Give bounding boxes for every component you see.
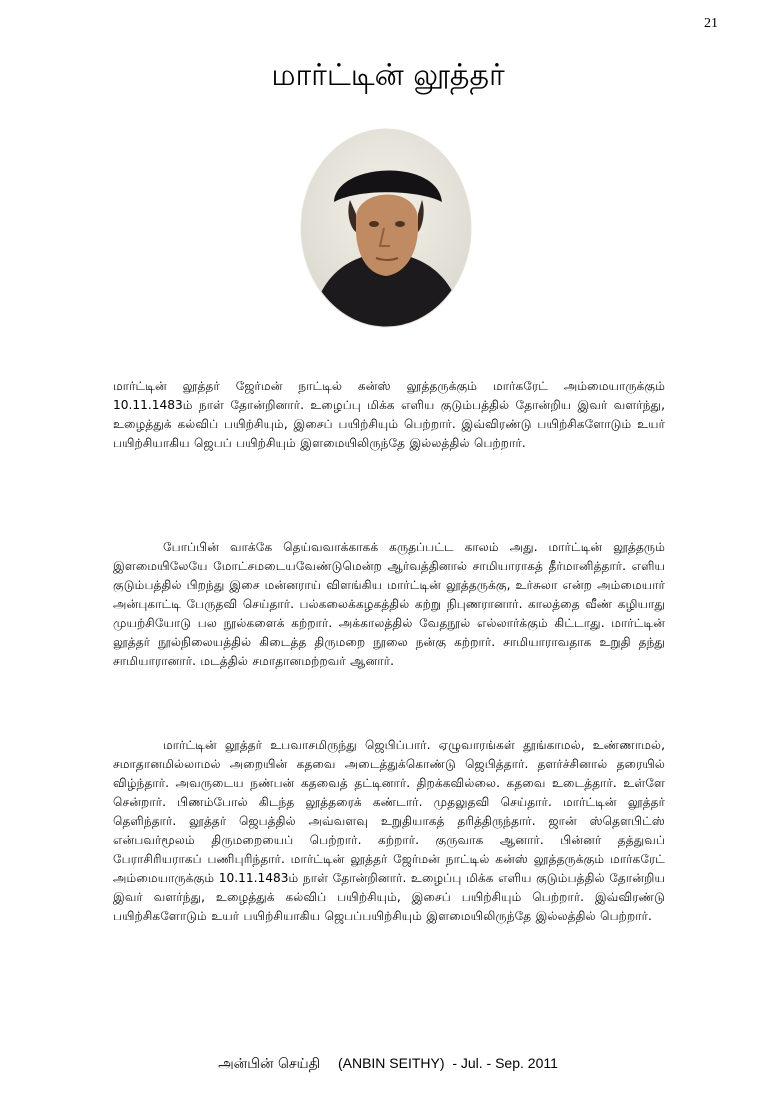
portrait-image [300,128,472,328]
page-title: மார்ட்டின் லூத்தர் [271,58,505,93]
page-number: 21 [704,16,718,31]
footer-publication-tamil: அன்பின் செய்தி [218,1056,321,1072]
footer-publication-latin: (ANBIN SEITHY) - Jul. - Sep. 2011 [337,1055,558,1071]
paragraph-2: போப்பின் வாக்கே தெய்வவாக்காகக் கருதப்பட்ட காலம் அது. மார்ட்டின் லூத்தரும் இளமையிலேயே மோட்சமடையவேண்டுமென்ற ஆர்வத்தினால் சாமியாராகத் தீர்மானித்தார். எளிய குடும்பத்தில் பிறந்து இசை மன்னராய் விளங்கிய மார்ட்டின் லூத்தருக்கு, உர்சுலா என்ற அம்மையார் அன்புகாட்டி பேருதவி செய்தார். பல்கலைக்கழகத்தில் கற்று நிபுணரானார். காலத்தை வீண் கழியாது முயற்சியோடு பல நூல்களைக் கற்றார். அக்காலத்தில் வேதநூல் எல்லார்க்கும் கிட்டாது. மார்ட்டின் லூத்தர் நூல்நிலையத்தில் கிடைத்த திருமறை நூலை நன்கு கற்றார். சாமியாராவதாக உறுதி தந்து சாமியாரானார். மடத்தில் சமாதானமற்றவர் ஆனார். [113,540,665,668]
paragraph-3: மார்ட்டின் லூத்தர் உபவாசமிருந்து ஜெபிப்பார். ஏழுவாரங்கள் தூங்காமல், உண்ணாமல், சமாதானமில்லாமல் அறையின் கதவை அடைத்துக்கொண்டு ஜெபித்தார். தளர்ச்சினால் தரையில் விழ்ந்தார். அவருடைய நண்பன் கதவைத் தட்டினார். திறக்கவில்லை. கதவை உடைத்தார். உள்ளே சென்றார். பிணம்போல் கிடந்த லூத்தரைக் கண்டார். முதலுதவி செய்தார். மார்ட்டின் லூத்தர் தெளிந்தார். லூத்தர் ஜெபத்தில் அவ்வளவு உறுதியாகத் தரித்திருந்தார். ஜான் ஸ்தௌபிட்ஸ் என்பவர்மூலம் திருமறையைப் பெற்றார். கற்றார். குருவாக ஆனார். பின்னர் தத்துவப் பேராசிரியராகப் பணிபுரிந்தார். மார்ட்டின் லூத்தர் ஜேர்மன் நாட்டில் கன்ஸ் லூத்தருக்கும் மார்கரேட் அம்மையாருக்கும் 10.11.1483ம் நாள் தோன்றினார். உழைப்பு மிக்க எளிய குடும்பத்தில் தோன்றிய இவர் வளர்ந்து, உழைத்துக் கல்விப் பயிற்சியும், இசைப் பயிற்சியும் பெற்றார். இவ்விரண்டு பயிற்சிகளோடும் உயர் பயிற்சியாகிய ஜெபப்பயிற்சியும் இளமையிலிருந்தே இல்லத்தில் பெற்றார். [113,738,665,923]
footer [0,1055,776,1074]
paragraph-1: மார்ட்டின் லூத்தர் ஜேர்மன் நாட்டில் கன்ஸ் லூத்தருக்கும் மார்கரேட் அம்மையாருக்கும் 10.11.1483ம் நாள் தோன்றினார். உழைப்பு மிக்க எளிய குடும்பத்தில் தோன்றிய இவர் வளர்ந்து, உழைத்துக் கல்விப் பயிற்சியும், இசைப் பயிற்சியும் பெற்றார். இவ்விரண்டு பயிற்சிகளோடும் உயர் பயிற்சியாகிய ஜெபப் பயிற்சியும் இளமையிலிருந்தே இல்லத்தில் பெற்றார். [113,379,665,450]
